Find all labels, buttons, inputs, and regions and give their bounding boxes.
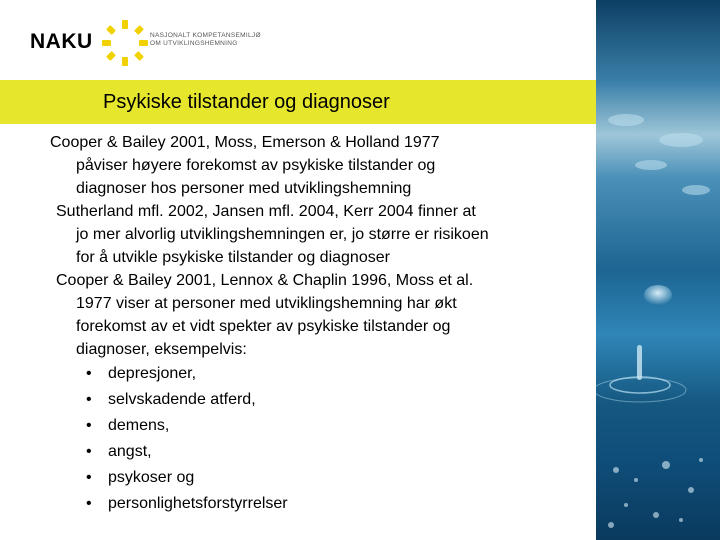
paragraph	[56, 269, 590, 361]
logo-subtitle-line: NASJONALT KOMPETANSEMILJØ	[150, 32, 261, 39]
list-item-text: personlighetsforstyrrelser	[108, 495, 288, 512]
bullet-dot: •	[86, 365, 92, 382]
paragraph-line: 1977 viser at personer med utviklingshemning har økt	[76, 295, 457, 312]
logo-wordmark: NAKU	[30, 30, 93, 53]
slide-title: Psykiske tilstander og diagnoser	[103, 91, 390, 113]
list-item-text: selvskadende atferd,	[108, 391, 256, 408]
bullet-dot: •	[86, 469, 92, 486]
paragraph-lead: Cooper & Bailey 2001, Lennox & Chaplin 1996, Moss et al.	[56, 272, 474, 289]
slide-body	[50, 131, 590, 517]
naku-logo	[30, 18, 260, 68]
paragraph	[56, 200, 590, 269]
logo-subtitle	[150, 32, 261, 48]
list-item-text: demens,	[108, 417, 170, 434]
list-item	[86, 387, 590, 413]
paragraph	[50, 131, 590, 200]
list-item	[86, 465, 590, 491]
bullet-dot: •	[86, 391, 92, 408]
water-image-strip	[596, 0, 720, 540]
bullet-dot: •	[86, 417, 92, 434]
logo-subtitle-line: OM UTVIKLINGSHEMNING	[150, 40, 238, 47]
list-item	[86, 361, 590, 387]
paragraph-line: diagnoser, eksempelvis:	[76, 341, 247, 358]
paragraph-lead: Cooper & Bailey 2001, Moss, Emerson & Holland 1977	[50, 134, 440, 151]
paragraph-line: forekomst av et vidt spekter av psykiske tilstander og	[76, 318, 451, 335]
paragraph-line: påviser høyere forekomst av psykiske tilstander og	[76, 157, 436, 174]
list-item	[86, 413, 590, 439]
bullet-dot: •	[86, 495, 92, 512]
list-item-text: angst,	[108, 443, 152, 460]
sun-logo-icon	[100, 18, 150, 68]
list-item-text: depresjoner,	[108, 365, 197, 382]
list-item	[86, 491, 590, 517]
paragraph-line: jo mer alvorlig utviklingshemningen er, jo større er risikoen	[76, 226, 489, 243]
paragraph-lead: Sutherland mfl. 2002, Jansen mfl. 2004, Kerr 2004 finner at	[56, 203, 476, 220]
bullet-dot: •	[86, 443, 92, 460]
paragraph-line: diagnoser hos personer med utviklingshemning	[76, 180, 412, 197]
list-item-text: psykoser og	[108, 469, 195, 486]
bullet-list	[50, 361, 590, 517]
list-item	[86, 439, 590, 465]
paragraph-line: for å utvikle psykiske tilstander og diagnoser	[76, 249, 390, 266]
